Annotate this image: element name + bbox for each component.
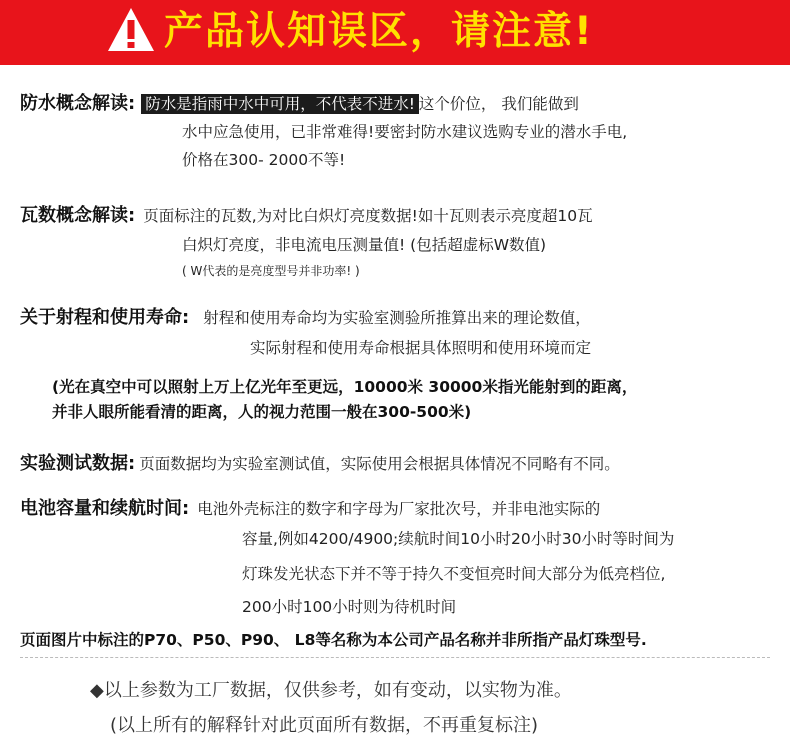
- footer-line-2: (以上所有的解释针对此页面所有数据，不再重复标注): [110, 715, 539, 736]
- footer-line-1: ◆以上参数为工厂数据，仅供参考，如有变动，以实物为准。: [90, 680, 572, 701]
- battery-text-3: 灯珠发光状态下并不等于持久不变恒亮时间大部分为低亮档位,: [242, 565, 666, 583]
- waterproof-label: 防水概念解读:: [20, 93, 136, 114]
- wattage-text-2: 白炽灯亮度，非电流电压测量值! (包括超虚标W数值): [182, 236, 547, 254]
- range-label: 关于射程和使用寿命:: [20, 307, 190, 328]
- wattage-note: ( W代表的是亮度型号并非功率! ): [182, 264, 360, 278]
- battery-text-1: 电池外壳标注的数字和字母为厂家批次号，并非电池实际的: [197, 500, 601, 518]
- wattage-label: 瓦数概念解读:: [20, 205, 136, 226]
- wattage-text-1: 页面标注的瓦数,为对比白炽灯亮度数据!如十瓦则表示亮度超10瓦: [143, 207, 593, 225]
- battery-line-1: [20, 494, 600, 520]
- warning-banner: [0, 0, 790, 65]
- range-line-1: [20, 303, 591, 329]
- battery-label: 电池容量和续航时间:: [20, 498, 190, 519]
- test-line-1: [20, 449, 620, 475]
- test-label: 实验测试数据:: [20, 453, 136, 474]
- battery-text-2: 容量,例如4200/4900;续航时间10小时20小时30小时等时间为: [242, 530, 675, 548]
- waterproof-text-2: 水中应急使用，已非常难得!要密封防水建议选购专业的潜水手电,: [182, 123, 628, 141]
- range-bold-1: (光在真空中可以照射上万上亿光年至更远，10000米 30000米指光能射到的距离，: [52, 378, 638, 396]
- dashed-divider: [20, 657, 770, 658]
- range-bold-2: 并非人眼所能看清的距离，人的视力范围一般在300-500米): [52, 403, 472, 421]
- range-text-2: 实际射程和使用寿命根据具体照明和使用环境而定: [250, 339, 592, 357]
- waterproof-highlight: 防水是指雨中水中可用，不代表不进水!: [141, 94, 419, 114]
- range-text-1: 射程和使用寿命均为实验室测验所推算出来的理论数值，: [203, 309, 591, 327]
- battery-text-4: 200小时100小时则为待机时间: [242, 598, 457, 616]
- wattage-line-1: [20, 201, 593, 227]
- warning-triangle-icon: [106, 5, 156, 55]
- waterproof-line-1: [20, 89, 579, 115]
- waterproof-text-1: 这个价位， 我们能做到: [418, 95, 579, 113]
- waterproof-text-3: 价格在300- 2000不等!: [182, 151, 346, 169]
- test-text-1: 页面数据均为实验室测试值，实际使用会根据具体情况不同略有不同。: [139, 455, 620, 473]
- banner-title: 产品认知误区，请注意!: [164, 9, 594, 54]
- model-note: 页面图片中标注的P70、P50、P90、 L8等名称为本公司产品名称并非所指产品灯珠型号.: [20, 631, 647, 649]
